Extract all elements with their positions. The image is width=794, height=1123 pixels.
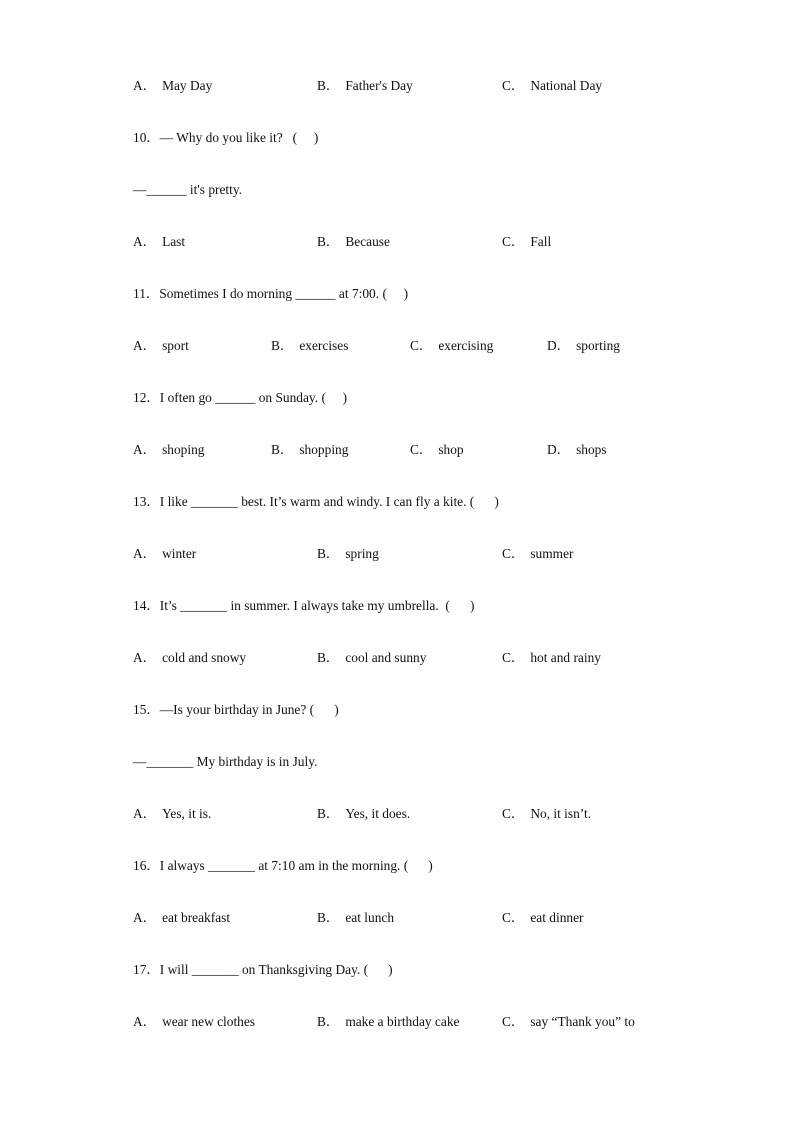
option-text: Yes, it does.: [345, 806, 411, 821]
option-letter: C．: [502, 910, 525, 925]
q11-option-d[interactable]: [547, 337, 620, 355]
option-text: exercising: [438, 338, 494, 353]
option-letter: A．: [133, 442, 157, 457]
q14-stem: 14．It’s _______ in summer. I always take my umbrella. ( ): [133, 598, 475, 613]
q15-stem-answer-line: —_______ My birthday is in July.: [133, 754, 318, 769]
option-text: shop: [438, 442, 464, 457]
q13-stem: 13．I like _______ best. It’s warm and windy. I can fly a kite. ( ): [133, 494, 499, 509]
option-text: May Day: [162, 78, 213, 93]
option-letter: A．: [133, 910, 157, 925]
q11-option-c[interactable]: [410, 337, 493, 355]
option-text: eat lunch: [345, 910, 395, 925]
option-letter: D．: [547, 338, 571, 353]
q9-option-a[interactable]: [133, 77, 212, 95]
option-text: No, it isn’t.: [530, 806, 592, 821]
q15-stem: 15．—Is your birthday in June? ( ): [133, 702, 339, 717]
option-letter: B．: [317, 806, 340, 821]
option-letter: B．: [317, 78, 340, 93]
q17-option-b[interactable]: [317, 1013, 459, 1031]
option-letter: B．: [317, 234, 340, 249]
option-letter: A．: [133, 806, 157, 821]
q10-option-c[interactable]: [502, 233, 551, 251]
option-text: shopping: [299, 442, 349, 457]
q13-option-b[interactable]: [317, 545, 379, 563]
q12-stem: 12．I often go ______ on Sunday. ( ): [133, 390, 348, 405]
q9-option-c[interactable]: [502, 77, 602, 95]
option-letter: A．: [133, 650, 157, 665]
q16-option-b[interactable]: [317, 909, 394, 927]
option-letter: C．: [502, 78, 525, 93]
q16-stem: 16．I always _______ at 7:10 am in the morning. ( ): [133, 858, 433, 873]
option-letter: B．: [317, 910, 340, 925]
q14-option-b[interactable]: [317, 649, 426, 667]
option-text: Fall: [530, 234, 552, 249]
option-letter: C．: [502, 1014, 525, 1029]
option-letter: A．: [133, 78, 157, 93]
option-text: summer: [530, 546, 574, 561]
option-letter: B．: [271, 442, 294, 457]
q11-stem: 11．Sometimes I do morning ______ at 7:00. ( ): [133, 286, 409, 301]
option-text: Because: [345, 234, 390, 249]
q9-option-b[interactable]: [317, 77, 413, 95]
q14-option-c[interactable]: [502, 649, 601, 667]
option-letter: A．: [133, 546, 157, 561]
option-text: cool and sunny: [345, 650, 427, 665]
q13-option-c[interactable]: [502, 545, 573, 563]
q17-option-a[interactable]: [133, 1013, 255, 1031]
q15-option-b[interactable]: [317, 805, 410, 823]
q10-option-b[interactable]: [317, 233, 390, 251]
q10-option-a[interactable]: [133, 233, 185, 251]
option-text: exercises: [299, 338, 349, 353]
option-letter: B．: [317, 546, 340, 561]
option-letter: A．: [133, 234, 157, 249]
option-letter: C．: [502, 546, 525, 561]
option-letter: C．: [502, 650, 525, 665]
q12-option-c[interactable]: [410, 441, 464, 459]
option-letter: C．: [502, 234, 525, 249]
option-letter: A．: [133, 338, 157, 353]
option-text: cold and snowy: [162, 650, 247, 665]
q10-stem-answer-line: —______ it's pretty.: [133, 182, 243, 197]
option-text: spring: [345, 546, 379, 561]
option-text: Last: [162, 234, 186, 249]
q11-option-a[interactable]: [133, 337, 189, 355]
option-text: Father's Day: [345, 78, 413, 93]
q15-option-c[interactable]: [502, 805, 591, 823]
q12-option-a[interactable]: [133, 441, 204, 459]
q13-option-a[interactable]: [133, 545, 196, 563]
option-text: sport: [162, 338, 189, 353]
option-text: sporting: [576, 338, 620, 353]
option-text: eat dinner: [530, 910, 584, 925]
option-letter: B．: [271, 338, 294, 353]
option-letter: D．: [547, 442, 571, 457]
option-letter: C．: [410, 442, 433, 457]
q16-option-c[interactable]: [502, 909, 584, 927]
q14-option-a[interactable]: [133, 649, 246, 667]
option-text: shops: [576, 442, 607, 457]
q15-option-a[interactable]: [133, 805, 211, 823]
option-text: Yes, it is.: [162, 806, 212, 821]
q17-option-c[interactable]: [502, 1013, 635, 1031]
option-letter: A．: [133, 1014, 157, 1029]
option-text: eat breakfast: [162, 910, 231, 925]
option-text: National Day: [530, 78, 603, 93]
option-text: shoping: [162, 442, 205, 457]
q17-stem: 17．I will _______ on Thanksgiving Day. ( ): [133, 962, 393, 977]
q11-option-b[interactable]: [271, 337, 348, 355]
option-letter: B．: [317, 650, 340, 665]
option-text: make a birthday cake: [345, 1014, 460, 1029]
option-text: wear new clothes: [162, 1014, 256, 1029]
q16-option-a[interactable]: [133, 909, 230, 927]
q12-option-d[interactable]: [547, 441, 607, 459]
option-text: hot and rainy: [530, 650, 601, 665]
option-letter: C．: [410, 338, 433, 353]
option-text: winter: [162, 546, 197, 561]
option-text: say “Thank you” to: [530, 1014, 635, 1029]
q10-stem: 10．— Why do you like it? ( ): [133, 130, 319, 145]
q12-option-b[interactable]: [271, 441, 348, 459]
option-letter: C．: [502, 806, 525, 821]
option-letter: B．: [317, 1014, 340, 1029]
